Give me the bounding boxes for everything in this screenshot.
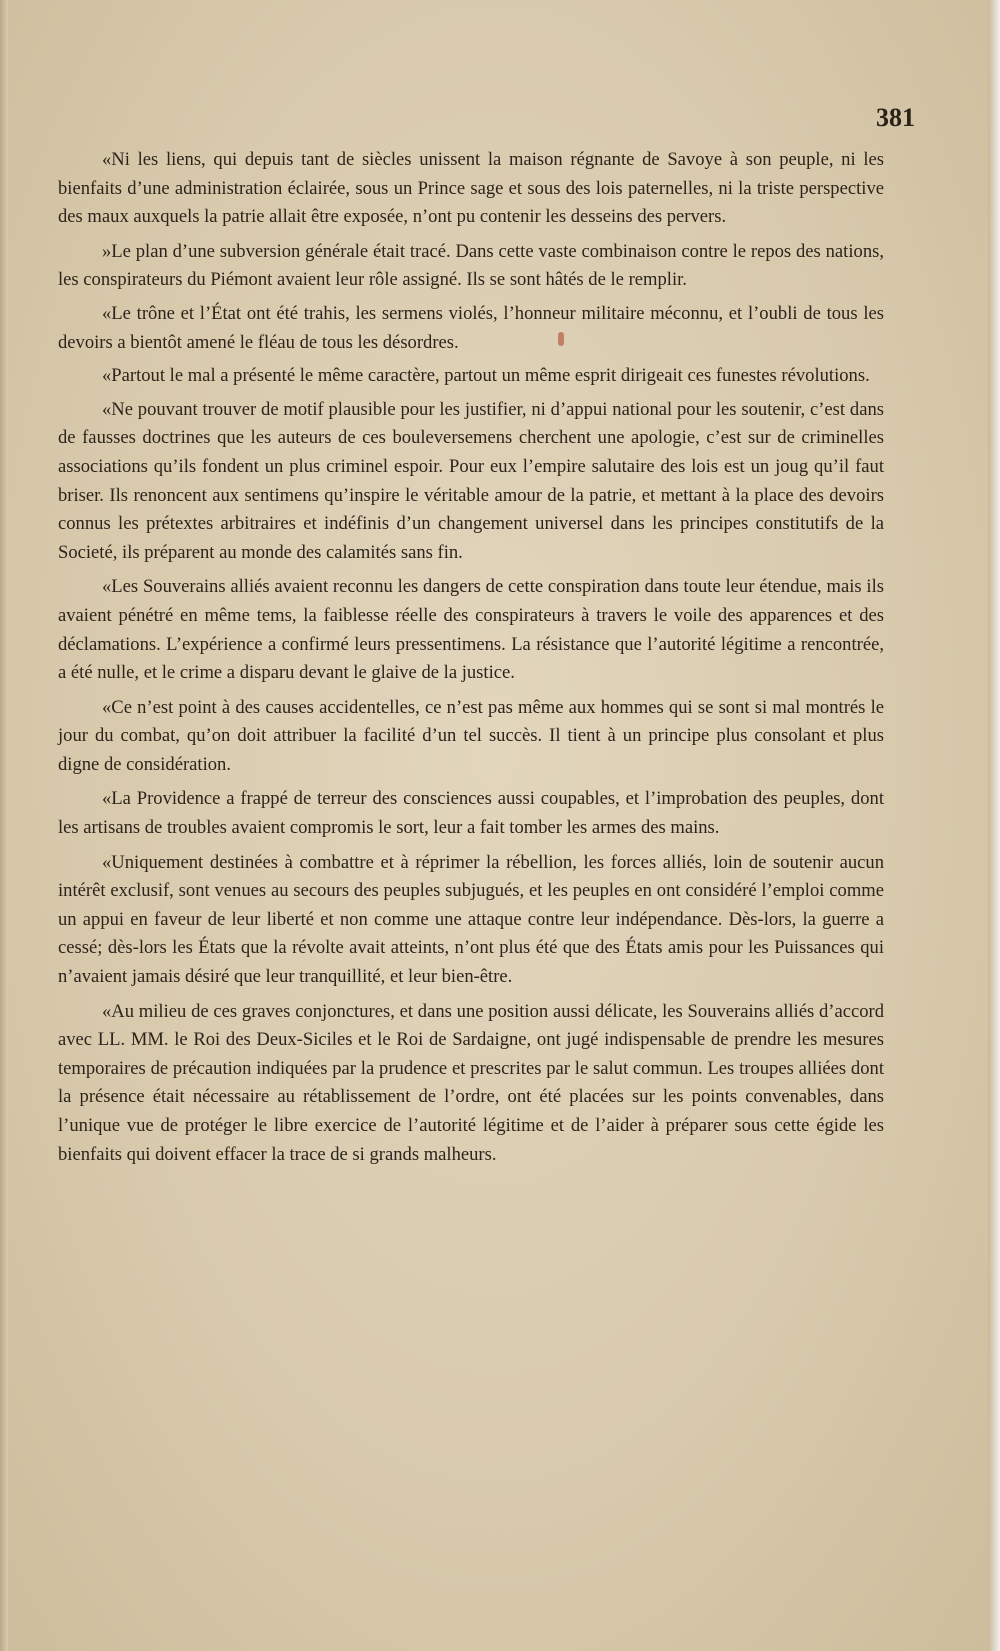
paragraph-2: »Le plan d’une subversion générale était tracé. Dans cette vaste combinaison contre le repos des nations, les conspirateurs du Piémont avaient leur rôle assigné. Ils se sont hâtés de le remplir. <box>58 240 884 291</box>
scan-left-edge <box>0 0 8 1651</box>
paragraph-3: «Le trône et l’État ont été trahis, les sermens violés, l’honneur militaire méconnu, et l’oubli de tous les devoirs a bientôt amené le fléau de tous les désordres. <box>58 302 884 353</box>
paragraph-9: «Uniquement destinées à combattre et à réprimer la rébellion, les forces alliés, loin de soutenir aucun intérêt exclusif, sont venues au secours des peuples subjugués, et les peuples en ont considéré l’emploi comme un appui en faveur de leur liberté et non comme une attaque contre leur indépendance. Dès-lors, la guerre a cessé; dès-lors les États que la révolte avait atteints, n’ont plus été que des États amis pour les Puissances qui n’avaient jamais désiré que leur tranquillité, et leur bien-être. <box>58 851 884 988</box>
scan-right-edge <box>988 0 1000 1651</box>
page-number: 381 <box>876 103 915 132</box>
paragraph-8: «La Providence a frappé de terreur des consciences aussi coupables, et l’improbation des peuples, dont les artisans de troubles avaient compromis le sort, leur a fait tomber les armes des mains. <box>58 788 884 839</box>
paragraph-4: «Partout le mal a présenté le même caractère, partout un même esprit dirigeait ces funestes révolutions. <box>102 365 870 387</box>
page-body <box>58 146 884 1175</box>
paragraph-7: «Ce n’est point à des causes accidentelles, ce n’est pas même aux hommes qui se sont si mal montrés le jour du combat, qu’on doit attribuer la facilité d’un tel succès. Il tient à un principe plus consolant et plus digne de considération. <box>58 696 884 775</box>
paragraph-1: «Ni les liens, qui depuis tant de siècles unissent la maison régnante de Savoye à son peuple, ni les bienfaits d’une administration éclairée, sous un Prince sage et sous des lois paternelles, ni la triste perspective des maux auxquels la patrie allait être exposée, n’ont pu contenir les desseins des pervers. <box>58 149 884 228</box>
paragraph-6: «Les Souverains alliés avaient reconnu les dangers de cette conspiration dans toute leur étendue, mais ils avaient pénétré en même tems, la faiblesse réelle des conspirateurs à travers le voile des apparences et des déclamations. L’expérience a confirmé leurs pressentimens. La résistance que l’autorité légitime a rencontrée, a été nulle, et le crime a disparu devant le glaive de la justice. <box>58 576 884 684</box>
paragraph-5: «Ne pouvant trouver de motif plausible pour les justifier, ni d’appui national pour les soutenir, c’est dans de fausses doctrines que les auteurs de ces bouleversemens cherchent une apologie, c’est sur de criminelles associations qu’ils fondent un plus criminel espoir. Pour eux l’empire salutaire des lois est un joug qu’il faut briser. Ils renoncent aux sentimens qu’inspire le véritable amour de la patrie, et mettant à la place des devoirs connus les prétextes arbitraires et indéfinis d’un changement universel dans les principes constitutifs de la Societé, ils préparent au monde des calamités sans fin. <box>58 398 884 563</box>
paragraph-10: «Au milieu de ces graves conjonctures, et dans une position aussi délicate, les Souverains alliés d’accord avec LL. MM. le Roi des Deux-Siciles et le Roi de Sardaigne, ont jugé indispensable de prendre les mesures temporaires de précaution indiquées par la prudence et prescrites par le salut commun. Les troupes alliées dont la présence était nécessaire au rétablissement de l’ordre, ont été placées sur les points convenables, dans l’unique vue de protéger le libre exercice de l’autorité légitime et de l’aider à préparer sous cette égide les bienfaits qui doivent effacer la trace de si grands malheurs. <box>58 1000 884 1165</box>
ink-stain-mark <box>558 332 564 346</box>
